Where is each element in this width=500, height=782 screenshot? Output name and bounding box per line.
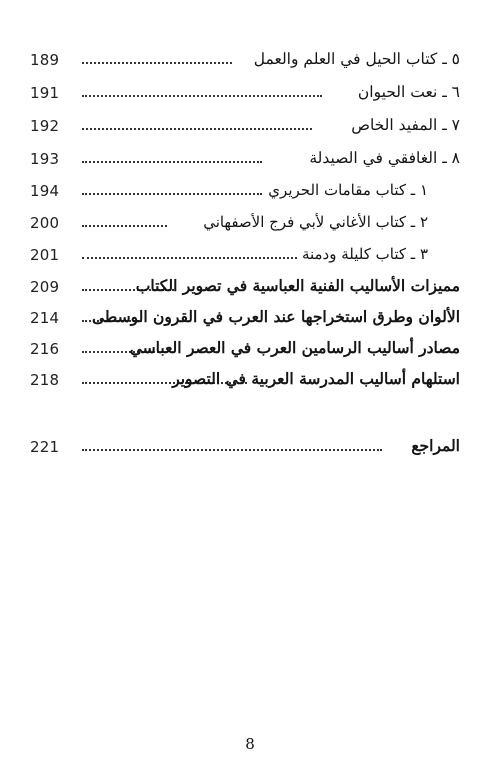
toc-entry-title: ٣ ـ كتاب كليلة ودمنة — [301, 245, 428, 263]
toc-entry-title: المراجع — [411, 436, 460, 455]
toc-page-number: 193 — [30, 150, 60, 168]
leader-dots — [82, 225, 167, 227]
toc-entry — [0, 146, 500, 174]
toc-entry-title: ٧ ـ المفيد الخاص — [351, 116, 460, 134]
page-number: 8 — [245, 735, 255, 753]
toc-entry-references — [0, 434, 500, 462]
leader-dots — [82, 128, 312, 130]
leader-dots — [82, 161, 262, 163]
leader-dots — [82, 62, 232, 64]
toc-page-number: 216 — [30, 340, 60, 358]
toc-entry-title: ٥ ـ كتاب الحيل في العلم والعمل — [253, 50, 460, 68]
toc-page-number: 194 — [30, 182, 60, 200]
toc-entry-title: ٨ ـ الغافقي في الصيدلة — [309, 149, 460, 167]
toc-entry — [0, 113, 500, 141]
toc-page-number: 218 — [30, 371, 60, 389]
toc-entry — [0, 305, 500, 333]
leader-dots — [82, 257, 297, 259]
leader-dots — [82, 95, 322, 97]
toc-entry-title: ١ ـ كتاب مقامات الحريري — [268, 181, 428, 199]
toc-entry-title: ٢ ـ كتاب الأغاني لأبي فرج الأصفهاني — [203, 213, 428, 231]
toc-page-number: 191 — [30, 84, 60, 102]
toc-entry — [0, 178, 500, 206]
toc-entry-title: مصادر أساليب الرسامين العرب في العصر العباسي — [129, 338, 460, 357]
toc-entry — [0, 210, 500, 238]
toc-entry — [0, 80, 500, 108]
toc-page-number: 221 — [30, 438, 60, 456]
toc-entry — [0, 242, 500, 270]
toc-entry-title: مميزات الأساليب الفنية العباسية في تصوير الكتاب — [135, 276, 460, 295]
toc-page-number: 214 — [30, 309, 60, 327]
toc-entry — [0, 274, 500, 302]
toc-entry — [0, 367, 500, 395]
toc-entry — [0, 47, 500, 75]
toc-entry-title: الألوان وطرق استخراجها عند العرب في القرون الوسطى — [91, 307, 460, 326]
toc-entry-title: استلهام أساليب المدرسة العربية في التصوير — [172, 369, 460, 388]
toc-page-number: 189 — [30, 51, 60, 69]
toc-page-number: 209 — [30, 278, 60, 296]
toc-page-number: 192 — [30, 117, 60, 135]
toc-entry — [0, 336, 500, 364]
toc-page-number: 201 — [30, 246, 60, 264]
leader-dots — [82, 449, 382, 451]
leader-dots — [82, 193, 262, 195]
toc-entry-title: ٦ ـ نعت الحيوان — [357, 83, 460, 101]
toc-page-number: 200 — [30, 214, 60, 232]
